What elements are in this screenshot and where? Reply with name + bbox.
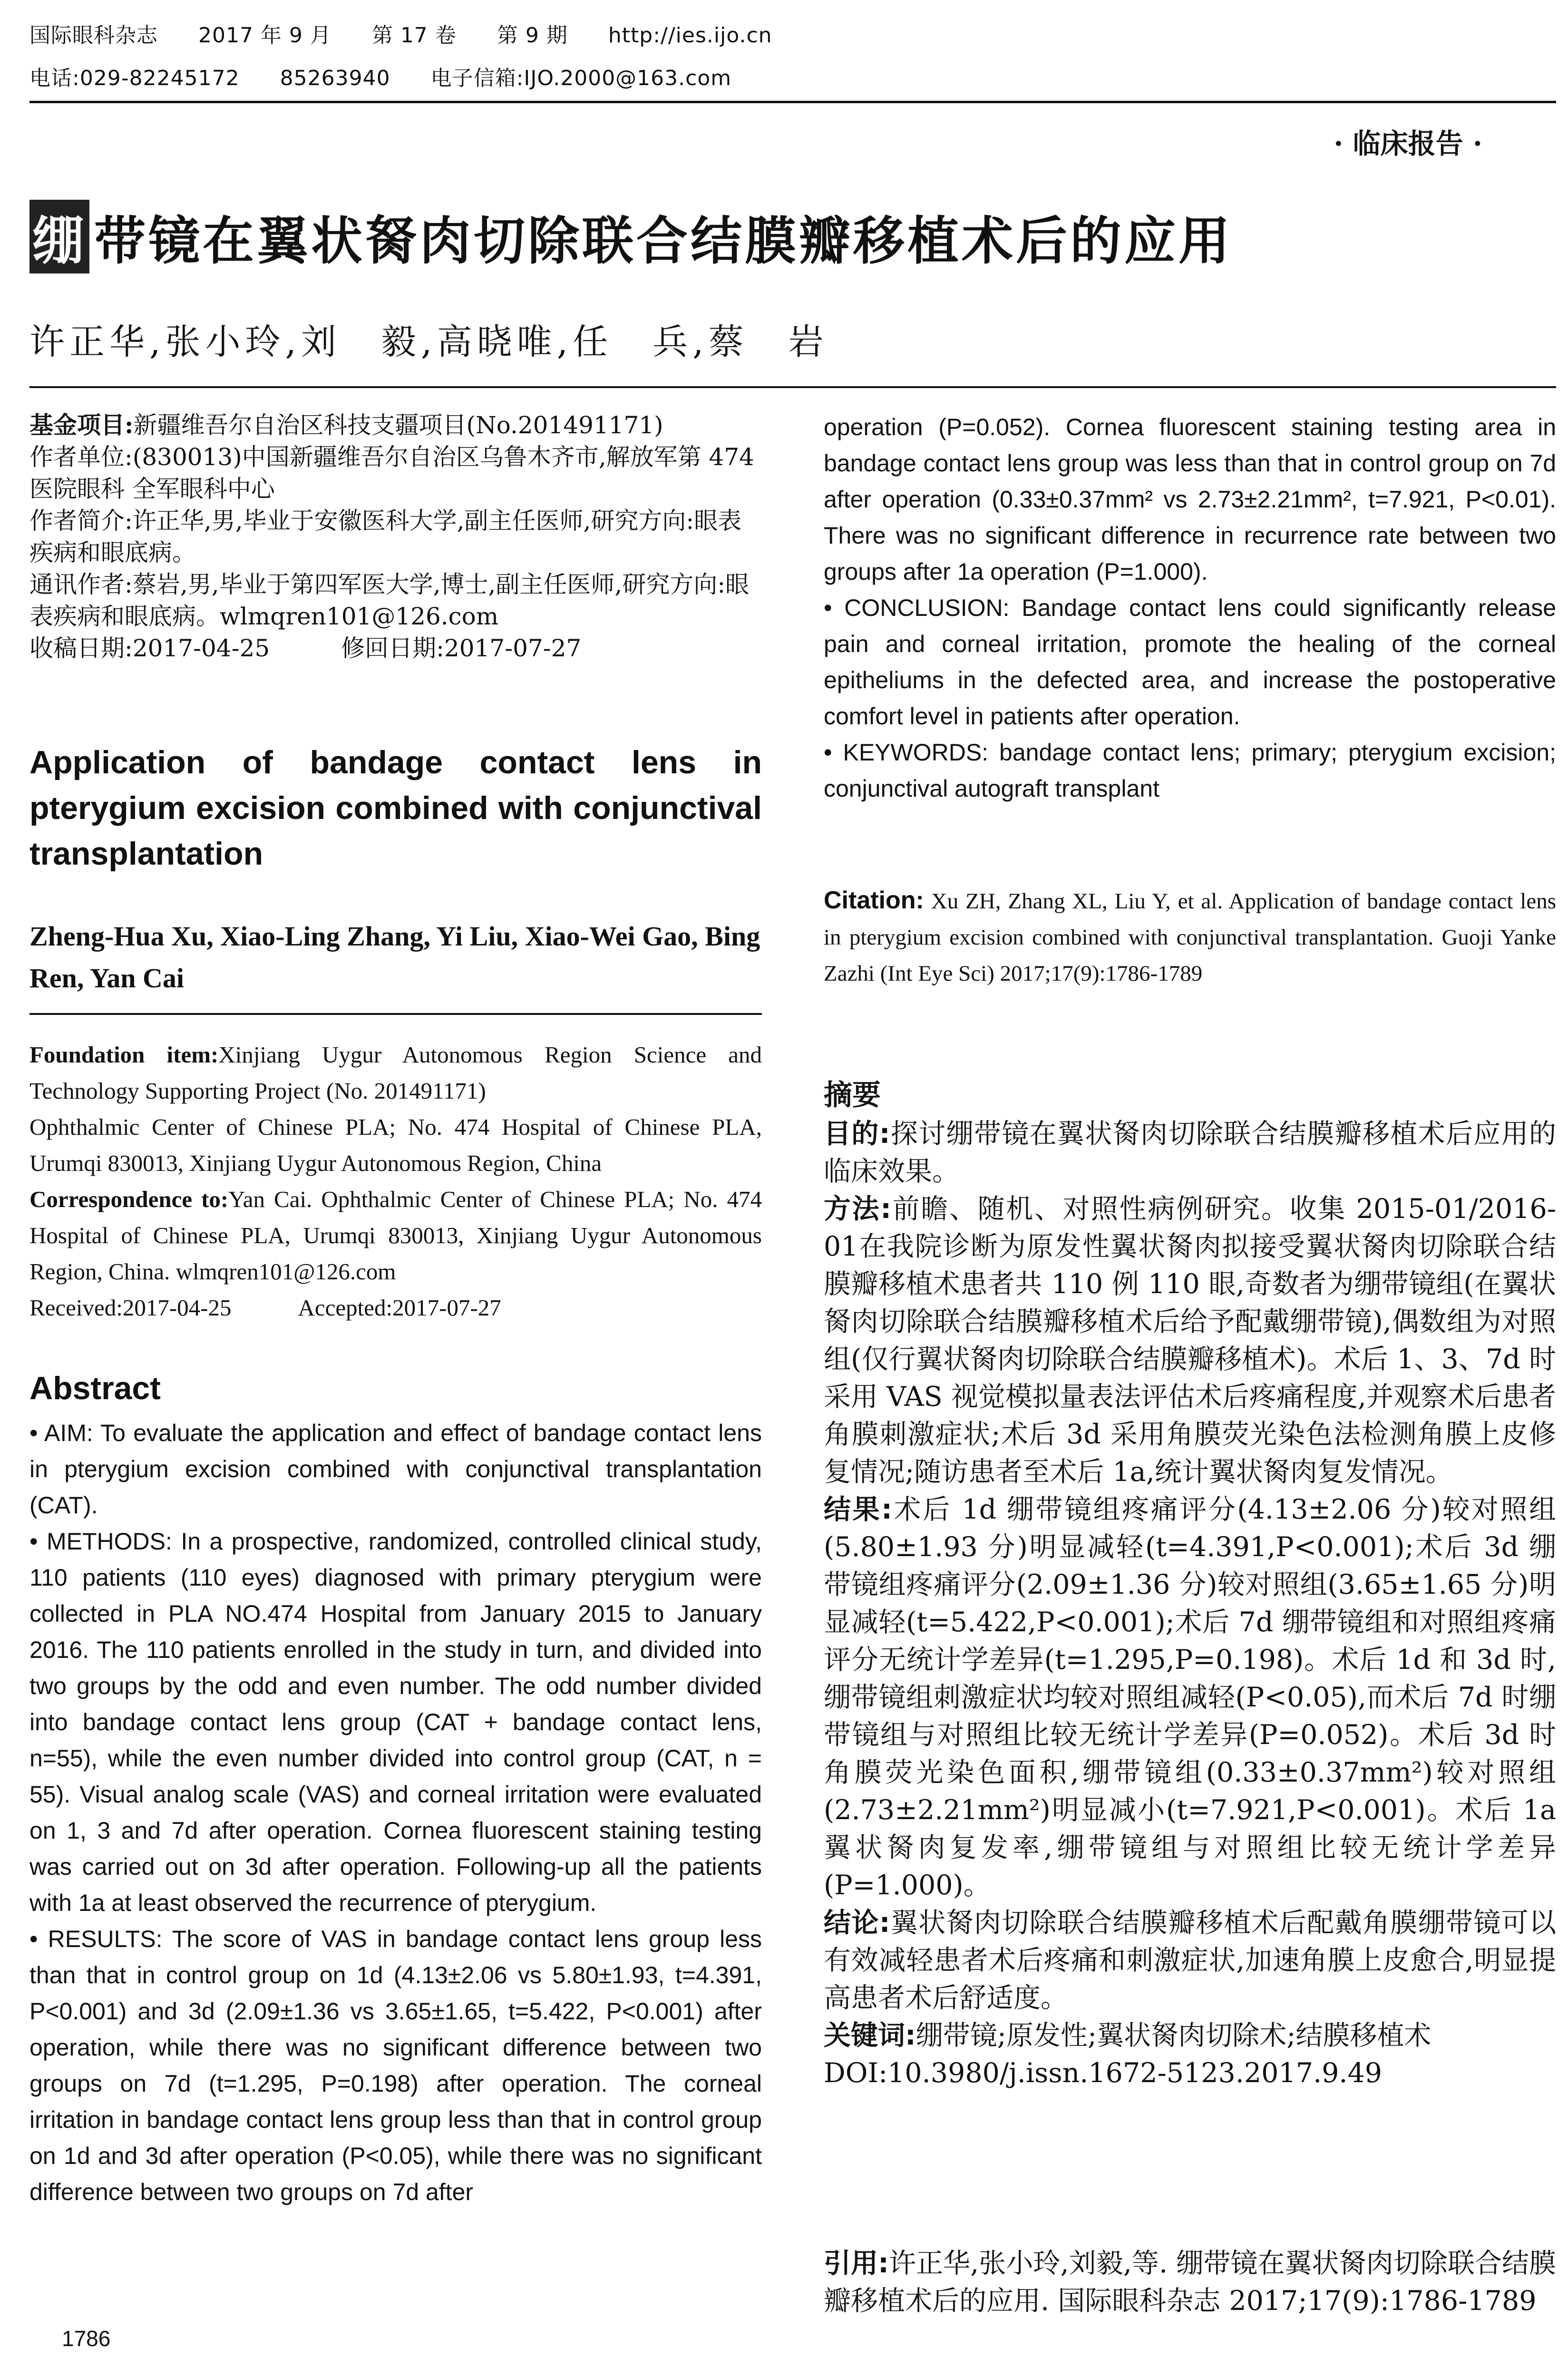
cn-citation-text: 许正华,张小玲,刘毅,等. 绷带镜在翼状胬肉切除联合结膜瓣移植术后的应用. 国际眼科杂志 2017;17(9):1786-1789 [824, 2248, 1556, 2317]
cn-abstract-heading: 摘要 [824, 1079, 881, 1112]
correspondence-label: Correspondence to: [29, 1186, 229, 1212]
en-accepted: Accepted:2017-07-27 [298, 1295, 501, 1321]
abstract-conclusion: • CONCLUSION: Bandage contact lens could significantly release pain and corneal irritation, promote the healing of the corneal epitheliums in the defected area, and increase the postoperative comfort level in patients after operation. [824, 594, 1556, 730]
journal-url[interactable]: http://ies.ijo.cn [608, 23, 772, 48]
cn-results: 术后 1d 绷带镜组疼痛评分(4.13±2.06 分)较对照组(5.80±1.93 分)明显减轻(t=4.391,P<0.001);术后 3d 绷带镜组疼痛评分(2.09±1.36 分)较对照组(3.65±1.65 分)明显减轻(t=5.422,P<0.001);术后 7d 绷带镜组和对照组疼痛评分无统计学差异(t=1.295,P=0.198)。术后 1d 和 3d 时,绷带镜组刺激症状均较对照组减轻(P<0.05),而术后 7d 时绷带镜组与对照组比较无统计学差异(P=0.052)。术后 3d 时角膜荧光染色面积,绷带镜组(0.33±0.37mm²)较对照组(2.73±2.21mm²)明显减小(t=7.921,P<0.001)。术后 1a 翼状胬肉复发率,绷带镜组与对照组比较无统计学差异(P=1.000)。 [824, 1494, 1557, 1901]
citation-text: Xu ZH, Zhang XL, Liu Y, et al. Application of bandage contact lens in pterygium excision combined with conjunctival transplantation. Guoji Yanke Zazhi (Int Eye Sci) 2017;17(9):1786-1789 [824, 889, 1556, 986]
cn-metadata [29, 409, 762, 664]
cn-aim-label: 目的: [824, 1118, 890, 1150]
unit-label: 作者单位: [29, 443, 133, 471]
cn-results-label: 结果: [824, 1494, 892, 1525]
fund-label: 基金项目: [29, 411, 134, 439]
abstract-methods: • METHODS: In a prospective, randomized, controlled clinical study, 110 patients (110 eyes) diagnosed with primary pterygium were collected in PLA NO.474 Hospital from January 2015 to January 2016. The 110 patients enrolled in the study in turn, and divided into two groups by the odd and even number. The odd number divided into bandage contact lens group (CAT + bandage contact lens, n=55), while the even number divided into control group (CAT, n = 55). Visual analog scale (VAS) and corneal irritation were evaluated on 1, 3 and 7d after operation. Cornea fluorescent staining testing was carried out on 3d after operation. Following-up all the patients with 1a at least observed the recurrence of pterygium. [29, 1528, 762, 1916]
cn-citation-label: 引用: [824, 2248, 889, 2279]
en-received: Received:2017-04-25 [29, 1295, 232, 1321]
cn-title [29, 200, 1233, 273]
issue-number: 第 9 期 [497, 23, 568, 48]
cn-authors: 许正华,张小玲,刘 毅,高晓唯,任 兵,蔡 岩 [29, 321, 828, 362]
en-authors-rule [29, 1013, 762, 1015]
running-header-line1 [29, 19, 806, 52]
bio-label: 作者简介: [29, 507, 133, 535]
cn-keywords-label: 关键词: [824, 2020, 916, 2051]
corr-label: 通讯作者: [29, 571, 133, 598]
cn-methods: 前瞻、随机、对照性病例研究。收集 2015-01/2016-01在我院诊断为原发性翼状胬肉拟接受翼状胬肉切除联合结膜瓣移植术患者共 110 例 110 眼,奇数者为绷带镜组(在翼状胬肉切除联合结膜瓣移植术后给予配戴绷带镜),偶数组为对照组(仅行翼状胬肉切除联合结膜瓣移植术)。术后 1、3、7d 时采用 VAS 视觉模拟量表法评估术后疼痛程度,并观察术后患者角膜刺激症状;术后 3d 采用角膜荧光染色法检测角膜上皮修复情况;随访患者至术后 1a,统计翼状胬肉复发情况。 [824, 1193, 1557, 1488]
unit-text: (830013)中国新疆维吾尔自治区乌鲁木齐市,解放军第 474 医院眼科 全军眼科中心 [29, 443, 754, 503]
en-authors: Zheng-Hua Xu, Xiao-Ling Zhang, Yi Liu, Xiao-Wei Gao, Bing Ren, Yan Cai [29, 921, 760, 994]
volume: 第 17 卷 [371, 23, 457, 48]
abstract-results: • RESULTS: The score of VAS in bandage contact lens group less than that in control group on 1d (4.13±2.06 vs 5.80±1.93, t=4.391, P<0.001) and 3d (2.09±1.36 vs 3.65±1.65, t=5.422, P<0.001) after operation, while there was no significant difference between two groups on 7d (t=1.295, P=0.198) after operation. The corneal irritation in bandage contact lens group less than that in control group on 1d and 3d after operation (P<0.05), while there was no significant difference between two groups on 7d after [29, 1926, 762, 2205]
running-header-line2 [29, 62, 765, 95]
cn-aim: 探讨绷带镜在翼状胬肉切除联合结膜瓣移植术后应用的临床效果。 [824, 1118, 1557, 1187]
section-label: · 临床报告 · [1334, 127, 1482, 160]
cn-conclusion: 翼状胬肉切除联合结膜瓣移植术后配戴角膜绷带镜可以有效减轻患者术后疼痛和刺激症状,加速角膜上皮愈合,明显提高患者术后舒适度。 [824, 1907, 1557, 2014]
en-title: Application of bandage contact lens in pterygium excision combined with conjunctival transplantation [29, 744, 762, 872]
abstract-keywords: • KEYWORDS: bandage contact lens; primary; pterygium excision; conjunctival autograft transplant [824, 739, 1556, 802]
header-rule [29, 101, 1556, 103]
revised-date: 修回日期:2017-07-27 [341, 634, 582, 662]
foundation-label: Foundation item: [29, 1042, 219, 1068]
cn-keywords: 绷带镜;原发性;翼状胬肉切除术;结膜移植术 [915, 2020, 1432, 2051]
page-number: 1786 [62, 2326, 111, 2351]
phone: 电话:029-82245172 [29, 66, 240, 90]
cn-abstract-body [824, 1115, 1556, 2092]
abstract-results-cont: operation (P=0.052). Cornea fluorescent staining testing area in bandage contact lens group was less than that in control group on 7d after operation (0.33±0.37mm² vs 2.73±2.21mm², t=7.921, P<0.01). There was no significant difference in recurrence rate between two groups after 1a operation (P=1.000). [824, 414, 1556, 585]
cn-doi: DOI:10.3980/j.issn.1672-5123.2017.9.49 [824, 2057, 1383, 2089]
bio-text: 许正华,男,毕业于安徽医科大学,副主任医师,研究方向:眼表疾病和眼底病。 [29, 507, 742, 566]
abstract-body-right [824, 409, 1556, 807]
received-date: 收稿日期:2017-04-25 [29, 634, 270, 662]
cn-conclusion-label: 结论: [824, 1907, 890, 1939]
cn-title-text: 带镜在翼状胬肉切除联合结膜瓣移植术后的应用 [94, 212, 1233, 271]
corr-text: 蔡岩,男,毕业于第四军医大学,博士,副主任医师,研究方向:眼表疾病和眼底病。wlmqren101@126.com [29, 571, 750, 630]
fund-text: 新疆维吾尔自治区科技支疆项目(No.201491171) [133, 411, 663, 439]
affiliation-text: Ophthalmic Center of Chinese PLA; No. 474 Hospital of Chinese PLA, Urumqi 830013, Xinjiang Uygur Autonomous Region, China [29, 1114, 762, 1176]
issue-date: 2017 年 9 月 [198, 23, 331, 48]
journal-name: 国际眼科杂志 [29, 23, 158, 48]
foundation-text: Xinjiang Uygur Autonomous Region Science and Technology Supporting Project (No. 201491171) [29, 1042, 762, 1104]
abstract-aim: • AIM: To evaluate the application and effect of bandage contact lens in pterygium excision combined with conjunctival transplantation (CAT). [29, 1420, 762, 1519]
cn-methods-label: 方法: [824, 1193, 892, 1225]
phone2: 85263940 [280, 66, 390, 90]
abstract-body-left [29, 1415, 762, 2210]
authors-rule [29, 386, 1556, 388]
correspondence-text: Yan Cai. Ophthalmic Center of Chinese PLA; No. 474 Hospital of Chinese PLA, Urumqi 830013, Xinjiang Uygur Autonomous Region, China. wlmqren101@126.com [29, 1186, 762, 1285]
en-metadata [29, 1037, 762, 1326]
email[interactable]: 电子信箱:IJO.2000@163.com [430, 66, 732, 90]
citation [824, 882, 1556, 992]
abstract-heading: Abstract [29, 1370, 161, 1406]
citation-label: Citation: [824, 887, 924, 914]
title-first-char: 绷 [29, 200, 89, 273]
cn-citation [824, 2245, 1556, 2320]
